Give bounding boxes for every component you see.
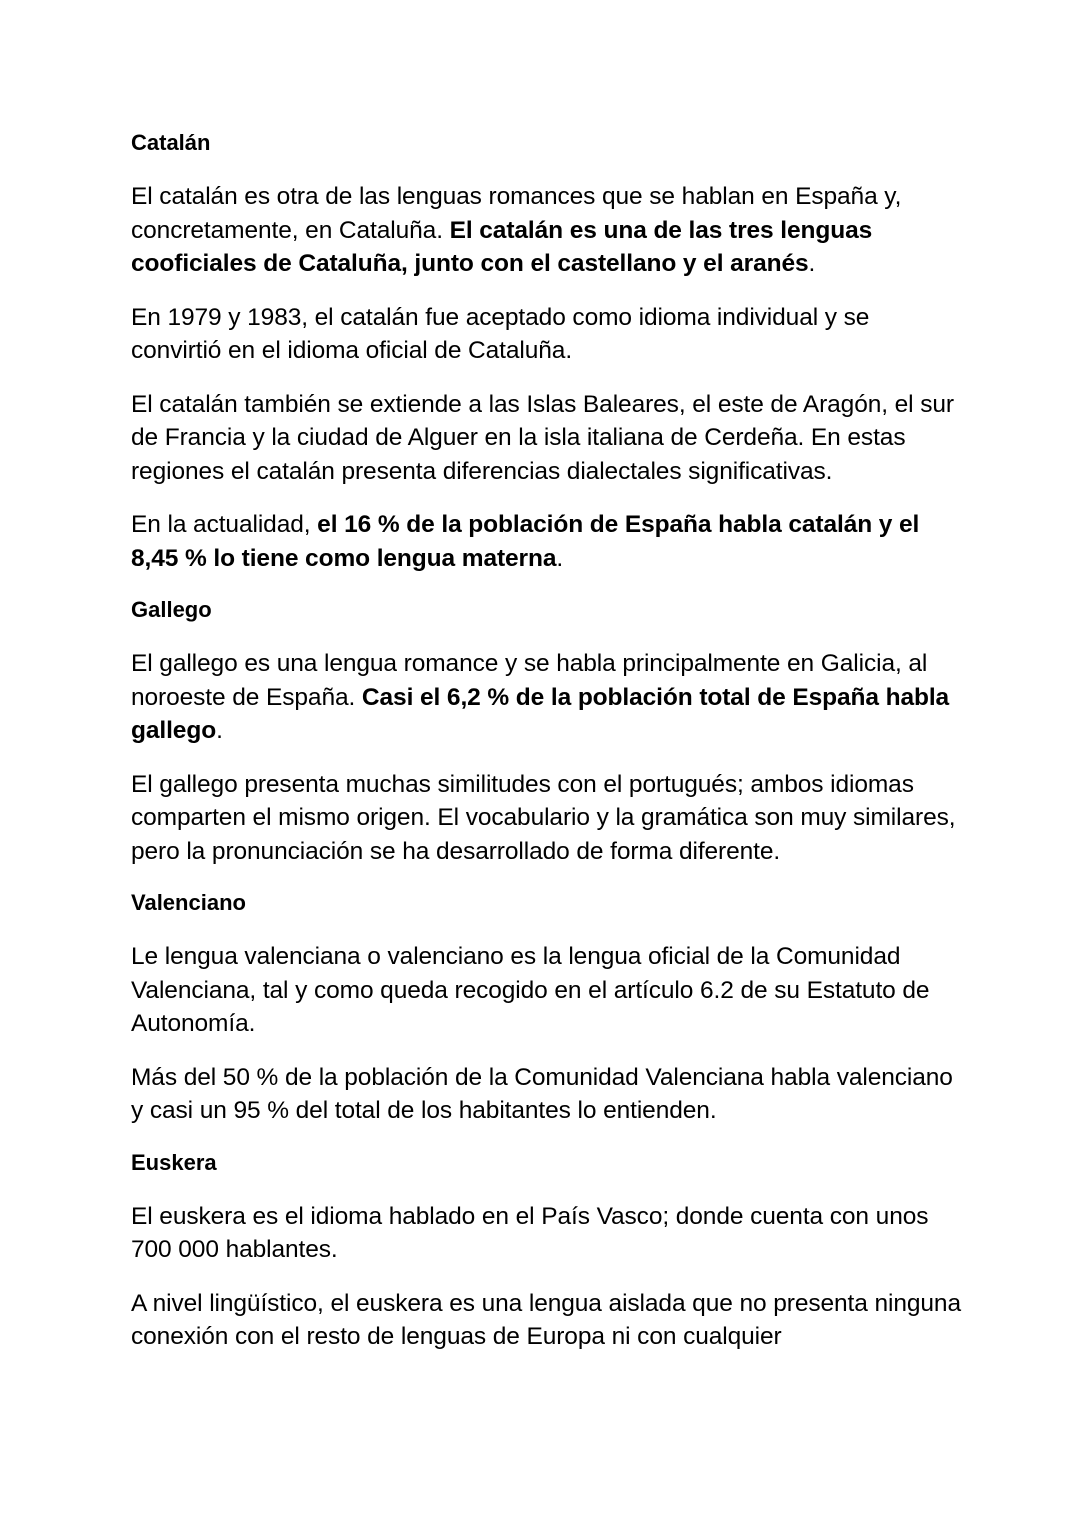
catalan-p1-bold: El catalán es una de las tres lenguas cooficiales de Cataluña, junto con el castellano y el aranés: [131, 216, 873, 277]
heading-catalan: Catalán: [131, 130, 211, 155]
heading-euskera: Euskera: [131, 1149, 217, 1175]
gallego-p1-end: .: [216, 717, 223, 744]
euskera-paragraph-2: A nivel lingüístico, el euskera es una lengua aislada que no presenta ninguna conexión con el resto de lenguas de Europa ni con cualquier: [131, 1289, 961, 1350]
heading-gallego: Gallego: [131, 597, 212, 622]
catalan-p4-bold: el 16 % de la población de España habla catalán y el 8,45 % lo tiene como lengua materna: [131, 511, 920, 572]
catalan-paragraph-4: [131, 508, 961, 575]
section-catalan: [131, 128, 961, 575]
catalan-p4-end: .: [556, 544, 564, 572]
document-page: [131, 128, 961, 1374]
heading-valenciano: Valenciano: [131, 890, 246, 915]
gallego-p1-text: El gallego es una lengua romance y se habla principalmente en Galicia, al noroeste de España.: [131, 650, 928, 711]
valenciano-paragraph-2: Más del 50 % de la población de la Comunidad Valenciana habla valenciano y casi un 95 % del total de los habitantes lo entienden.: [131, 1063, 953, 1124]
euskera-paragraph-1: El euskera es el idioma hablado en el País Vasco; donde cuenta con unos 700 000 hablantes.: [131, 1202, 929, 1263]
catalan-paragraph-2: En 1979 y 1983, el catalán fue aceptado como idioma individual y se convirtió en el idioma oficial de Cataluña.: [131, 303, 870, 364]
catalan-paragraph-1: [131, 180, 961, 281]
section-valenciano: [131, 888, 961, 1128]
gallego-paragraph-2: El gallego presenta muchas similitudes con el portugués; ambos idiomas comparten el mismo origen. El vocabulario y la gramática son muy similares, pero la pronunciación se ha desarrollado de forma diferente.: [131, 770, 956, 865]
section-euskera: [131, 1148, 961, 1354]
gallego-p1-bold: Casi el 6,2 % de la población total de España habla gallego: [131, 683, 950, 744]
catalan-p4-text: En la actualidad,: [131, 511, 318, 538]
section-gallego: [131, 595, 961, 868]
valenciano-paragraph-1: Le lengua valenciana o valenciano es la lengua oficial de la Comunidad Valenciana, tal y como queda recogido en el artículo 6.2 de su Estatuto de Autonomía.: [131, 943, 930, 1037]
gallego-paragraph-1: [131, 647, 961, 748]
catalan-paragraph-3: El catalán también se extiende a las Islas Baleares, el este de Aragón, el sur de Francia y la ciudad de Alguer en la isla italiana de Cerdeña. En estas regiones el catalán presenta diferencias dialectales significativas.: [131, 390, 954, 485]
catalan-p1-end: .: [808, 250, 816, 277]
catalan-p1-text: El catalán es otra de las lenguas romances que se hablan en España y, concretamente, en Cataluña.: [131, 183, 902, 244]
